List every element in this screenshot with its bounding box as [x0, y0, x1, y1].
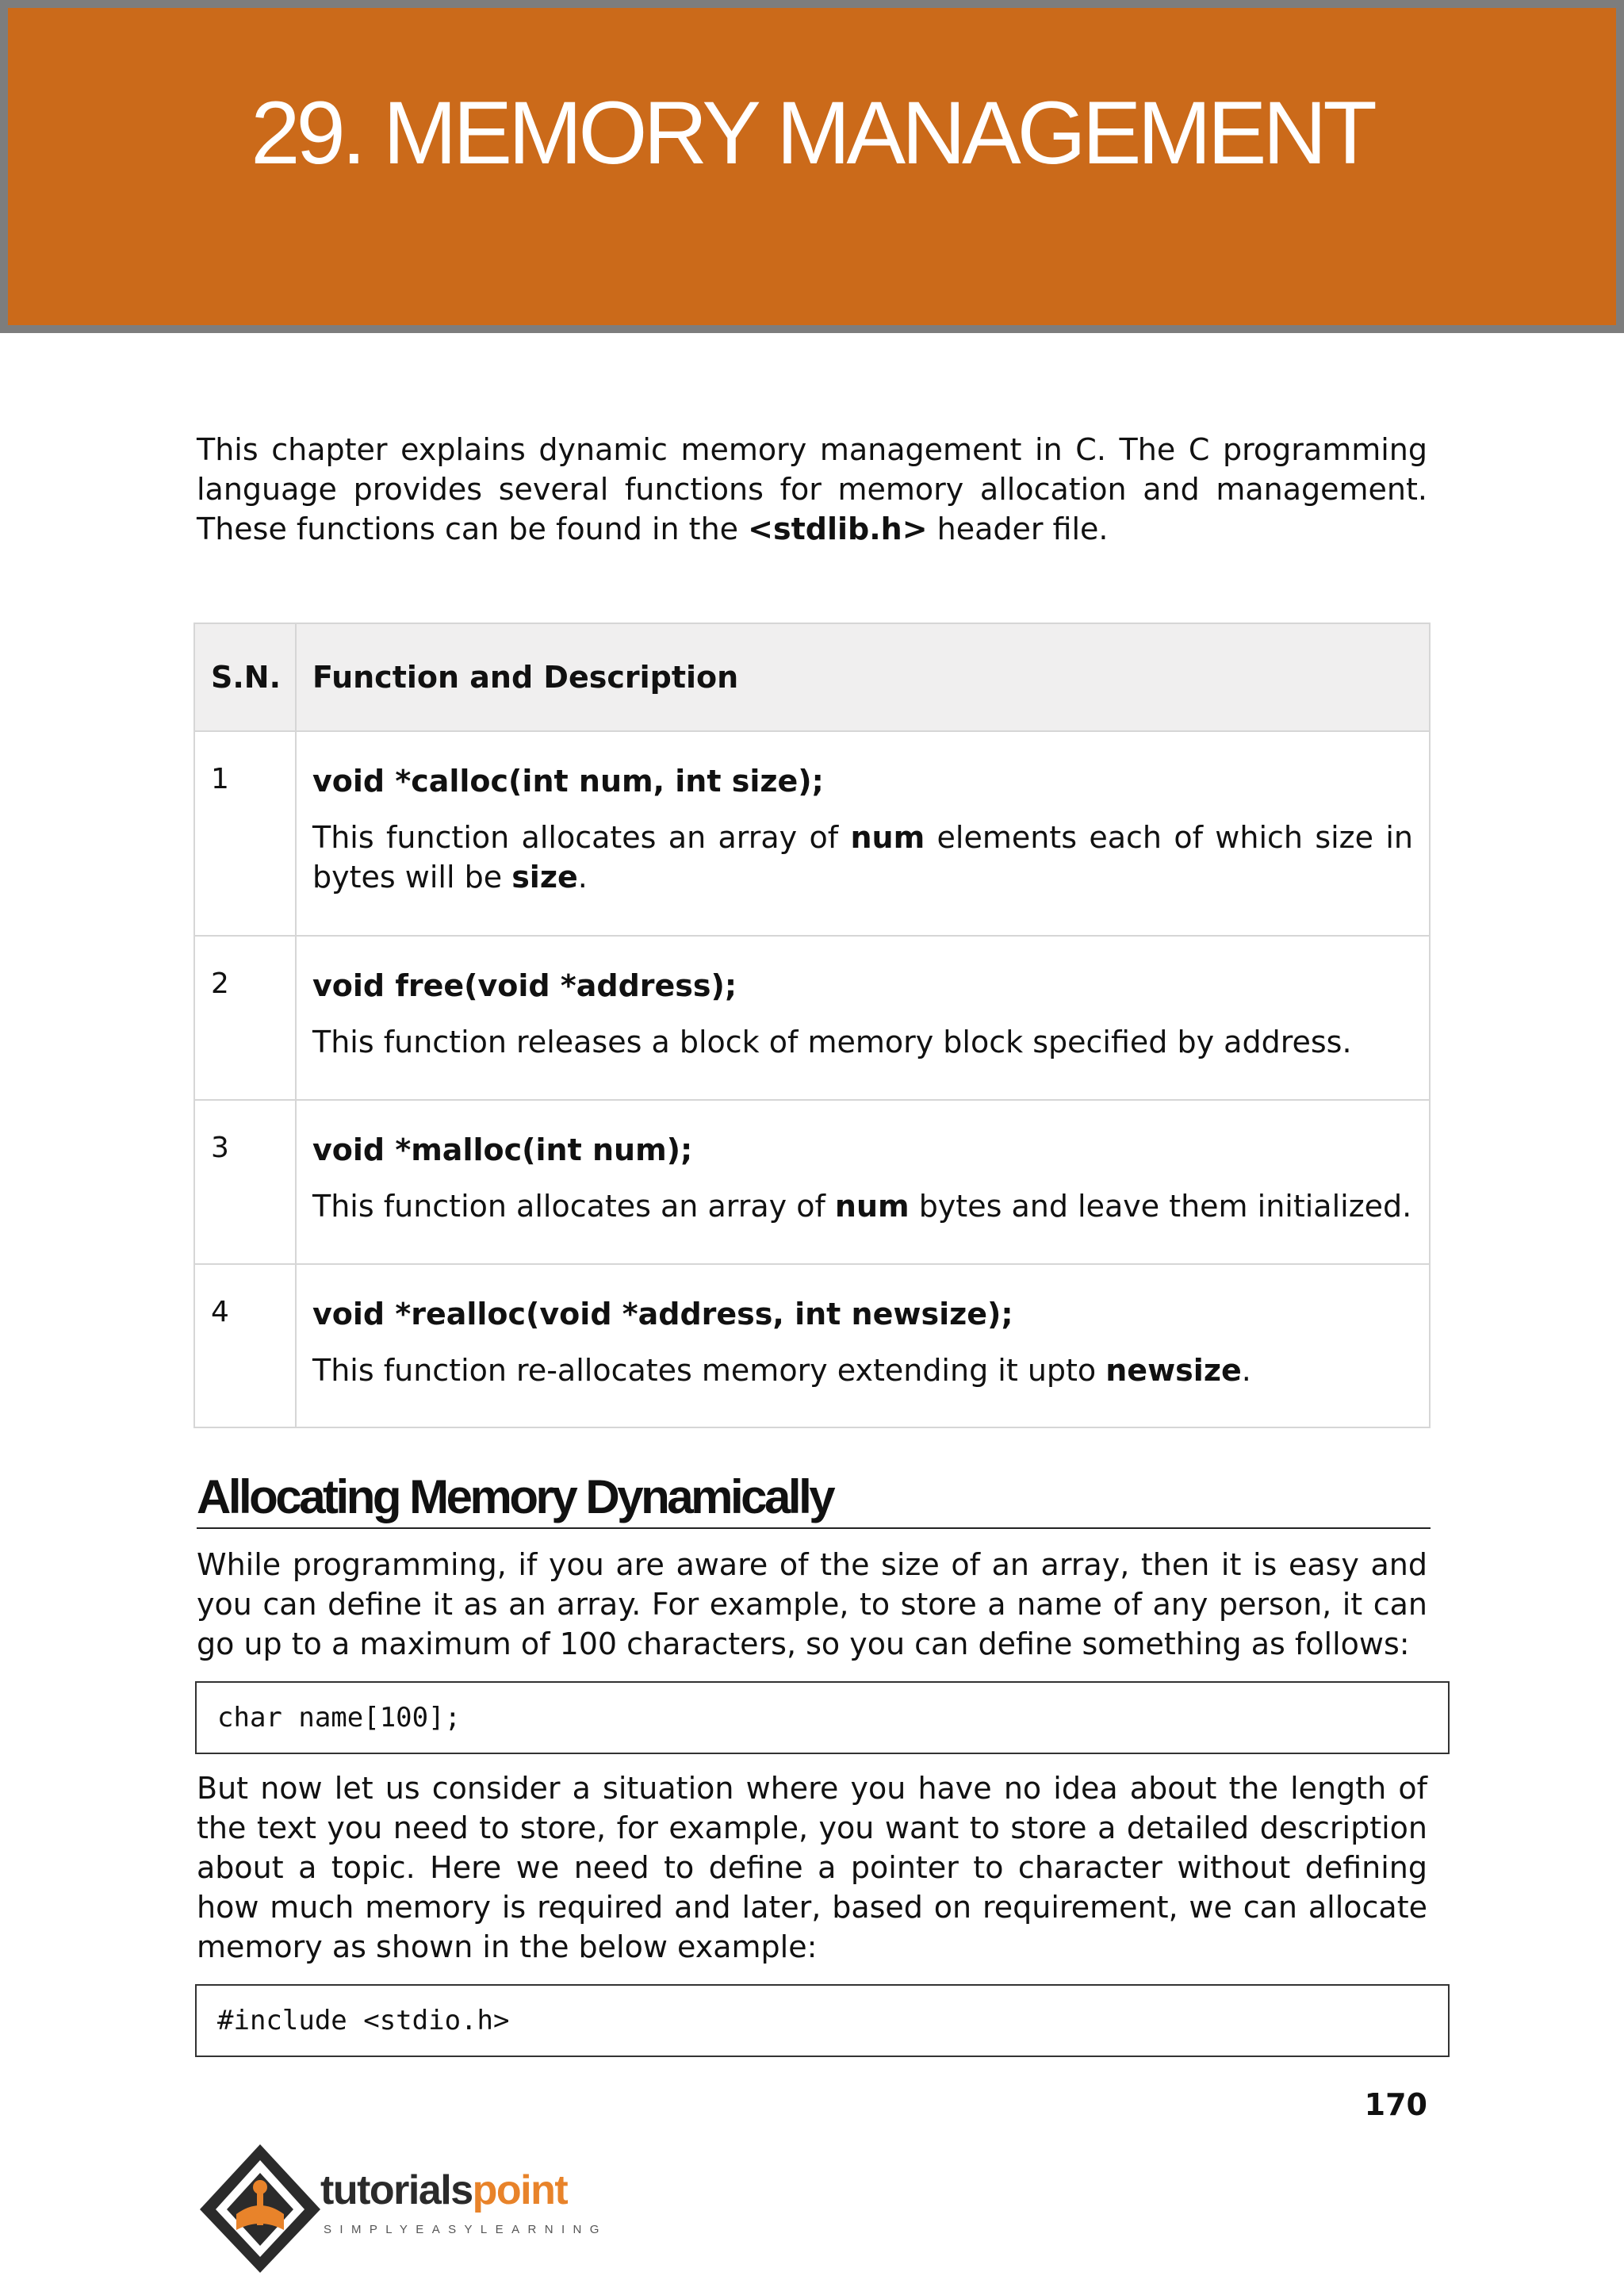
sn-column-header: S.N.	[195, 624, 297, 730]
code-block: #include <stdio.h>	[195, 1984, 1450, 2057]
code-block: char name[100];	[195, 1681, 1450, 1754]
function-signature: void free(void *address);	[312, 968, 737, 1003]
row-number: 2	[195, 937, 297, 1099]
function-description: This function allocates an array of num bytes and leave them initialized.	[312, 1189, 1412, 1224]
table-header-row	[195, 624, 1429, 732]
row-number: 4	[195, 1265, 297, 1427]
function-signature: void *malloc(int num);	[312, 1132, 693, 1167]
functions-table	[193, 623, 1431, 1428]
function-description: This function releases a block of memory block specified by address.	[312, 1025, 1352, 1059]
logo-wordmark: tutorialspoint	[320, 2167, 568, 2213]
logo-tagline: SIMPLYEASYLEARNING	[324, 2223, 607, 2236]
chapter-banner	[0, 0, 1624, 333]
intro-paragraph: This chapter explains dynamic memory management in C. The C programming language provides several functions for memory allocation and management. These functions can be found in the <stdlib.h> header file.	[197, 432, 1427, 546]
chapter-title: 29. MEMORY MANAGEMENT	[251, 83, 1373, 182]
section-heading: Allocating Memory Dynamically	[197, 1467, 1431, 1529]
function-column-header: Function and Description	[312, 660, 739, 695]
function-description: This function allocates an array of num elements each of which size in bytes will be size.	[312, 820, 1413, 895]
header-file-name: <stdlib.h>	[748, 511, 928, 546]
function-signature: void *calloc(int num, int size);	[312, 764, 824, 799]
table-row	[195, 732, 1429, 937]
tutorialspoint-logo	[197, 2141, 641, 2276]
function-signature: void *realloc(void *address, int newsize);	[312, 1297, 1013, 1331]
table-row	[195, 1265, 1429, 1427]
section-paragraph-2: But now let us consider a situation where you have no idea about the length of the text you need to store, for example, you want to store a detailed description about a topic. Here we need to define a pointer to character without defining how much memory is required and later, based on requirement, we can allocate memory as shown in the below example:	[197, 1771, 1427, 1964]
function-description: This function re-allocates memory extending it upto newsize.	[312, 1353, 1251, 1388]
page-number: 170	[1364, 2087, 1427, 2122]
table-row	[195, 937, 1429, 1101]
logo-diamond-icon	[197, 2141, 324, 2276]
row-number: 1	[195, 732, 297, 935]
table-row	[195, 1101, 1429, 1265]
section-paragraph-1: While programming, if you are aware of the size of an array, then it is easy and you can define it as an array. For example, to store a name of any person, it can go up to a maximum of 100 characters, so you can define something as follows:	[197, 1547, 1427, 1661]
row-number: 3	[195, 1101, 297, 1263]
